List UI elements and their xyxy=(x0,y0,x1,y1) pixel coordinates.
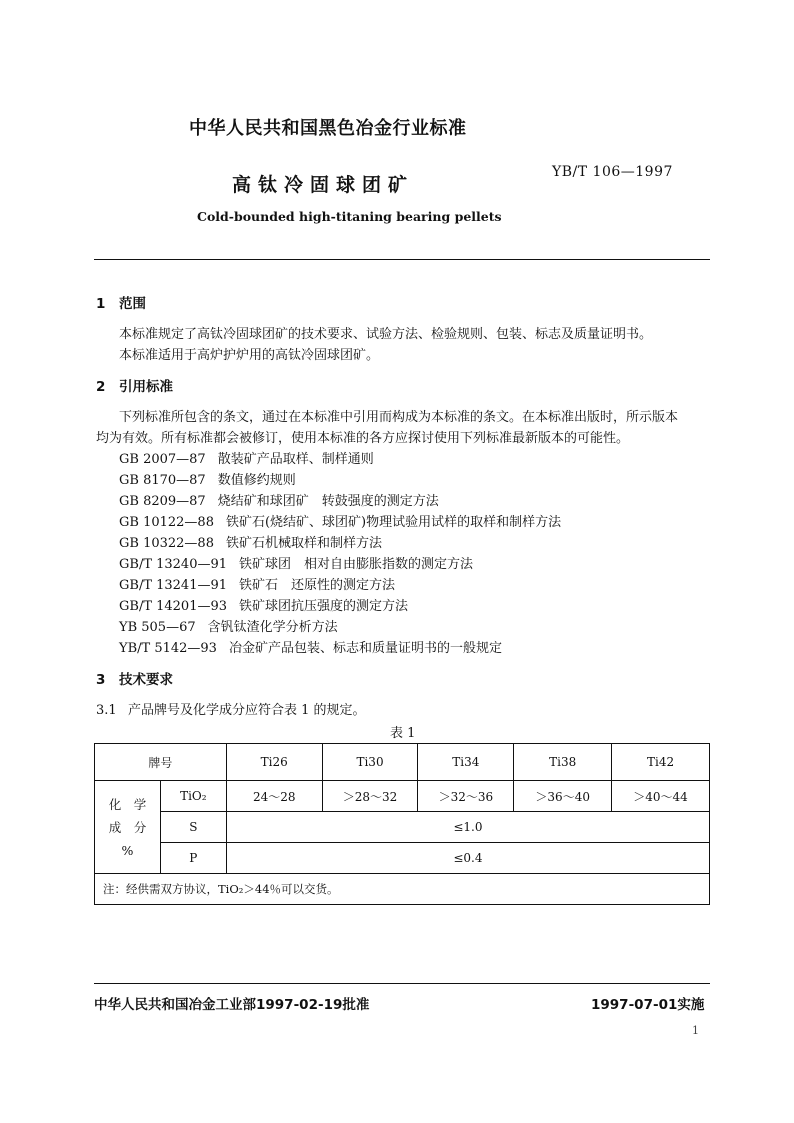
table-row xyxy=(95,843,710,874)
section-title: 技术要求 xyxy=(119,672,173,688)
section-2-intro-line-2: 均为有效。所有标准都会被修订，使用本标准的各方应探讨使用下列标准最新版本的可能性。 xyxy=(96,431,630,446)
clause-text: 产品牌号及化学成分应符合表 1 的规定。 xyxy=(128,703,366,718)
approval-statement: 中华人民共和国冶金工业部1997-02-19批准 xyxy=(94,997,370,1013)
reference-title: 铁矿石机械取样和制样方法 xyxy=(225,536,382,551)
reference-code: GB 8170—87 xyxy=(119,473,206,488)
reference-title: 铁矿球团抗压强度的测定方法 xyxy=(239,599,409,614)
page-number: 1 xyxy=(692,1024,699,1037)
standard-code: YB/T 106—1997 xyxy=(552,164,673,180)
label-line: 化 学 xyxy=(108,796,147,812)
section-title: 范围 xyxy=(119,296,146,312)
reference-item xyxy=(119,511,561,530)
clause-3-1 xyxy=(96,699,366,718)
reference-title: 冶金矿产品包装、标志和质量证明书的一般规定 xyxy=(228,641,502,656)
section-2-intro-line-1: 下列标准所包含的条文，通过在本标准中引用而构成为本标准的条文。在本标准出版时，所示版本 xyxy=(119,410,679,425)
reference-title: 铁矿石(烧结矿、球团矿)物理试验用试样的取样和制样方法 xyxy=(225,515,562,530)
brand-label-cell: 牌号 xyxy=(95,744,227,781)
reference-title: 含钒钛渣化学分析方法 xyxy=(207,620,338,635)
reference-title: 散装矿产品取样、制样通则 xyxy=(217,452,374,467)
tio2-label-cell: TiO₂ xyxy=(160,781,226,812)
section-1-line-1: 本标准规定了高钛冷固球团矿的技术要求、试验方法、检验规则、包装、标志及质量证明书。 xyxy=(119,327,653,342)
tio2-value-cell: 24～28 xyxy=(226,781,322,812)
grade-cell: Ti30 xyxy=(322,744,418,781)
tio2-value-cell: ＞28～32 xyxy=(322,781,418,812)
reference-code: GB 10322—88 xyxy=(119,536,214,551)
section-title: 引用标准 xyxy=(119,379,173,395)
section-2-heading xyxy=(96,375,173,395)
reference-item xyxy=(119,574,395,593)
reference-item xyxy=(119,637,502,656)
tio2-value-cell: ＞36～40 xyxy=(514,781,612,812)
section-3-heading xyxy=(96,668,173,688)
reference-item xyxy=(119,490,439,509)
section-number: 2 xyxy=(96,379,106,395)
reference-code: GB/T 13240—91 xyxy=(119,557,228,572)
table-row xyxy=(95,781,710,812)
label-line: 成 分 xyxy=(108,819,147,835)
reference-item xyxy=(119,553,473,572)
tio2-value-cell: ＞32～36 xyxy=(418,781,514,812)
org-title: 中华人民共和国黑色冶金行业标准 xyxy=(189,118,467,139)
reference-code: YB/T 5142—93 xyxy=(119,641,217,656)
reference-title: 烧结矿和球团矿 转鼓强度的测定方法 xyxy=(217,494,439,509)
reference-title: 数值修约规则 xyxy=(217,473,296,488)
reference-code: GB/T 14201—93 xyxy=(119,599,228,614)
table-row xyxy=(95,874,710,905)
doc-title: 高钛冷固球团矿 xyxy=(232,174,415,196)
section-number: 3 xyxy=(96,672,106,688)
reference-item xyxy=(119,595,408,614)
section-1-heading xyxy=(96,292,146,312)
reference-code: YB 505—67 xyxy=(119,620,196,635)
chemical-composition-label xyxy=(95,781,161,874)
reference-title: 铁矿球团 相对自由膨胀指数的测定方法 xyxy=(239,557,474,572)
footer-divider xyxy=(94,983,710,984)
reference-code: GB/T 13241—91 xyxy=(119,578,228,593)
english-title: Cold-bounded high-titaning bearing pellets xyxy=(197,209,502,224)
reference-item xyxy=(119,616,338,635)
grade-cell: Ti26 xyxy=(226,744,322,781)
tio2-value-cell: ＞40～44 xyxy=(612,781,710,812)
effective-date: 1997-07-01实施 xyxy=(591,997,705,1013)
section-1-line-2: 本标准适用于高炉护炉用的高钛冷固球团矿。 xyxy=(119,348,380,363)
reference-item xyxy=(119,448,374,467)
grade-cell: Ti38 xyxy=(514,744,612,781)
reference-title: 铁矿石 还原性的测定方法 xyxy=(239,578,396,593)
section-number: 1 xyxy=(96,296,106,312)
clause-number: 3.1 xyxy=(96,703,117,718)
reference-item xyxy=(119,469,296,488)
header-divider xyxy=(94,259,710,260)
table-row xyxy=(95,744,710,781)
p-label-cell: P xyxy=(160,843,226,874)
table-note: 注：经供需双方协议，TiO₂＞44％可以交货。 xyxy=(95,874,710,905)
grade-cell: Ti42 xyxy=(612,744,710,781)
table-1 xyxy=(94,743,710,905)
table-row xyxy=(95,812,710,843)
p-value-cell: ≤0.4 xyxy=(226,843,709,874)
grade-cell: Ti34 xyxy=(418,744,514,781)
s-value-cell: ≤1.0 xyxy=(226,812,709,843)
reference-code: GB 8209—87 xyxy=(119,494,206,509)
label-line: % xyxy=(121,842,134,858)
table-caption: 表 1 xyxy=(390,726,416,741)
s-label-cell: S xyxy=(160,812,226,843)
reference-item xyxy=(119,532,382,551)
reference-code: GB 2007—87 xyxy=(119,452,206,467)
reference-code: GB 10122—88 xyxy=(119,515,214,530)
